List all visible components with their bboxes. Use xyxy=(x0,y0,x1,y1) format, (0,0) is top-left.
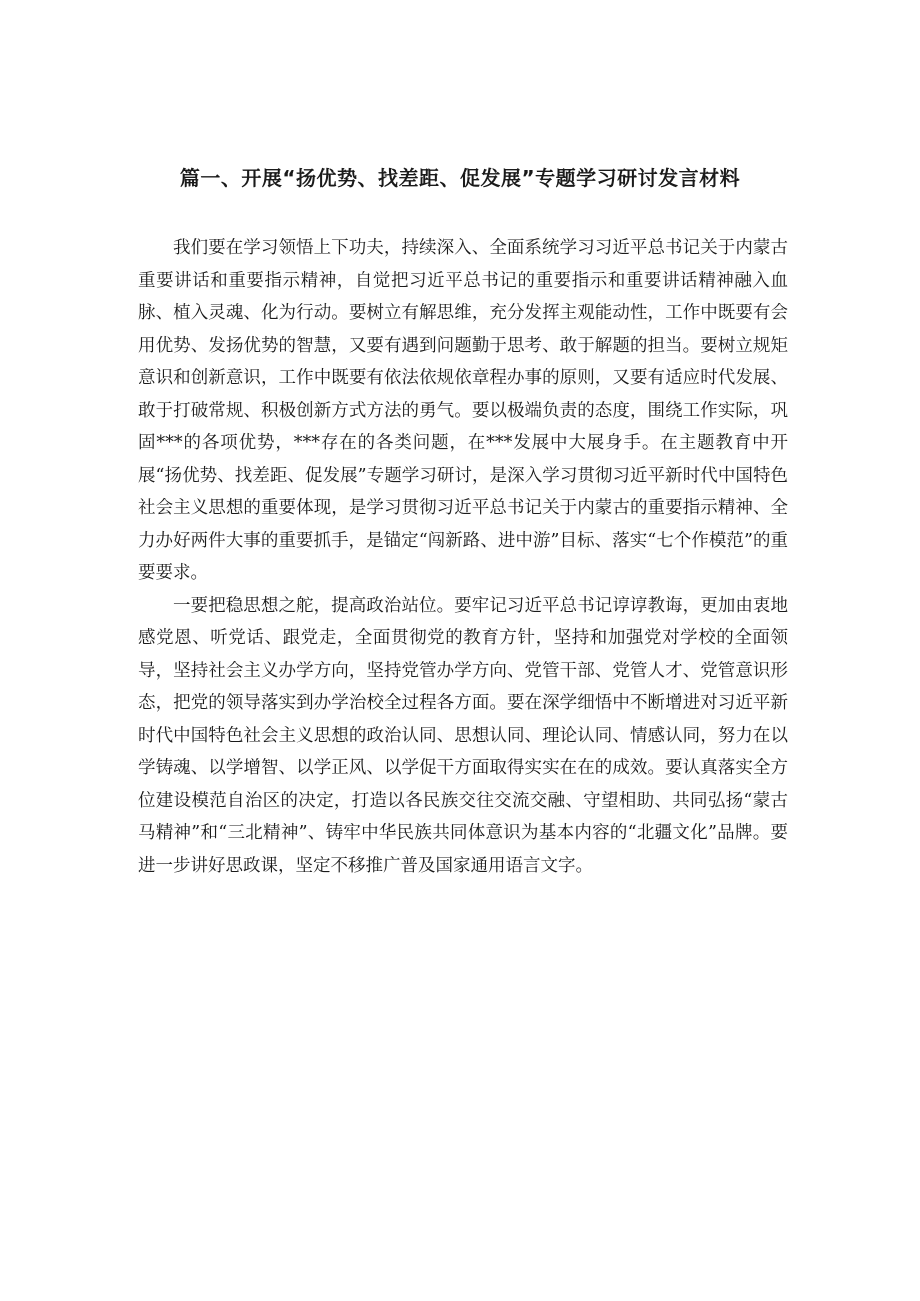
document-body xyxy=(138,232,788,882)
paragraph-1: 我们要在学习领悟上下功夫，持续深入、全面系统学习习近平总书记关于内蒙古重要讲话和重要指示精神，自觉把习近平总书记的重要指示和重要讲话精神融入血脉、植入灵魂、化为行动。要树立有解思维，充分发挥主观能动性，工作中既要有会用优势、发扬优势的智慧，又要有遇到问题勤于思考、敢于解题的担当。要树立规矩意识和创新意识，工作中既要有依法依规依章程办事的原则，又要有适应时代发展、敢于打破常规、积极创新方式方法的勇气。要以极端负责的态度，围绕工作实际，巩固***的各项优势，***存在的各类问题，在***发展中大展身手。在主题教育中开展“扬优势、找差距、促发展”专题学习研讨，是深入学习贯彻习近平新时代中国特色社会主义思想的重要体现，是学习贯彻习近平总书记关于内蒙古的重要指示精神、全力办好两件大事的重要抓手，是锚定“闯新路、进中游”目标、落实“七个作模范”的重要要求。 xyxy=(138,238,788,583)
paragraph-2: 一要把稳思想之舵，提高政治站位。要牢记习近平总书记谆谆教诲，更加由衷地感党恩、听党话、跟党走，全面贯彻党的教育方针，坚持和加强党对学校的全面领导，坚持社会主义办学方向，坚持党管办学方向、党管干部、党管人才、党管意识形态，把党的领导落实到办学治校全过程各方面。要在深学细悟中不断增进对习近平新时代中国特色社会主义思想的政治认同、思想认同、理论认同、情感认同，努力在以学铸魂、以学增智、以学正风、以学促干方面取得实实在在的成效。要认真落实全方位建设模范自治区的决定，打造以各民族交往交流交融、守望相助、共同弘扬“蒙古马精神”和“三北精神”、铸牢中华民族共同体意识为基本内容的“北疆文化”品牌。要进一步讲好思政课，坚定不移推广普及国家通用语言文字。 xyxy=(138,595,788,876)
document-title: 篇一、开展“扬优势、找差距、促发展”专题学习研讨发言材料 xyxy=(179,166,741,190)
